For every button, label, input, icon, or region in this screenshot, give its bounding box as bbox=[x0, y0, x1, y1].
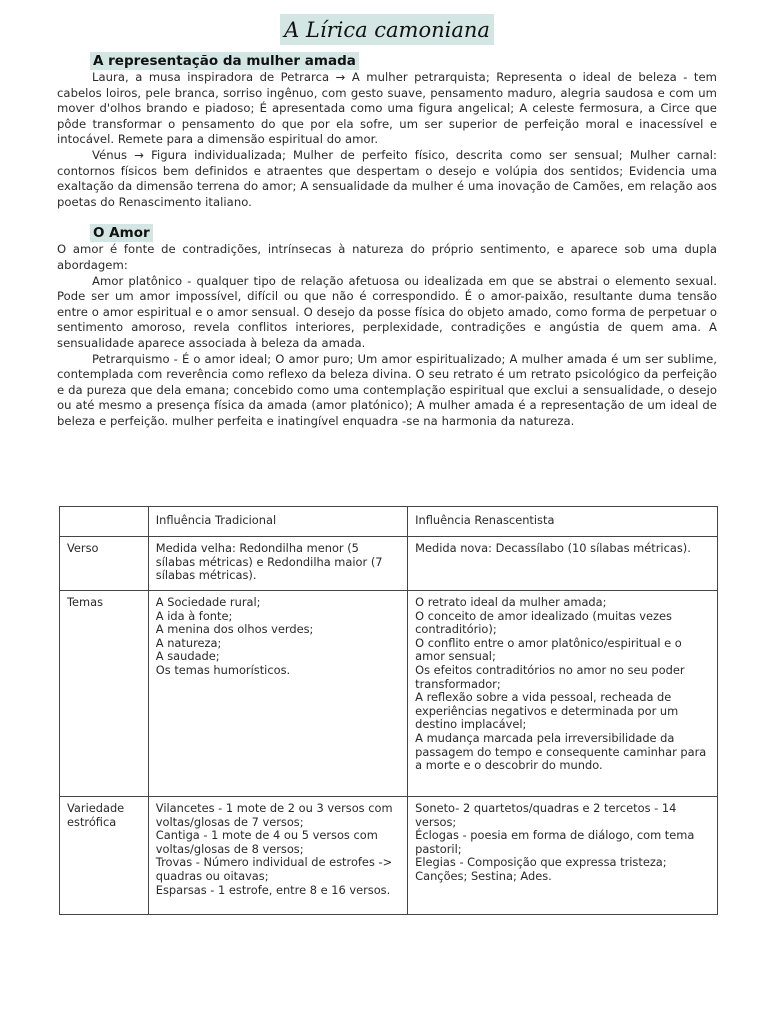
section-heading-amor: O Amor bbox=[90, 224, 153, 242]
title-wrap bbox=[57, 14, 717, 50]
paragraph-laura: Laura, a musa inspiradora de Petrarca → A mulher petrarquista; Representa o ideal de beleza - tem cabelos loiros, pele branca, sorriso ingênuo, com gesto suave, pensamento maduro, alegria saudosa e com um mover d'olhos brando e piadoso; É apresentada como uma figura angelical; A celeste fermosura, a Circe que pôde transformar o pensamento do que por ela sofre, um ser superior de perfeição moral e inacessível e intocável. Remete para a dimensão espiritual do amor. bbox=[57, 70, 717, 147]
row-label-verso: Verso bbox=[60, 537, 149, 591]
table-header-row bbox=[60, 507, 718, 537]
document-page bbox=[57, 14, 717, 429]
paragraph-amor-intro: O amor é fonte de contradições, intrínsecas à natureza do próprio sentimento, e aparece sob uma dupla abordagem: bbox=[57, 242, 717, 272]
row-label-variedade-estrofica: Variedade estrófica bbox=[60, 797, 149, 915]
table-header-tradicional: Influência Tradicional bbox=[148, 507, 407, 537]
comparison-table bbox=[59, 506, 718, 915]
cell-variedade-renascentista: Soneto- 2 quartetos/quadras e 2 tercetos - 14 versos; Éclogas - poesia em forma de diálogo, com tema pastoril; Elegias - Composição que expressa tristeza; Canções; Sestina; Ades. bbox=[408, 797, 718, 915]
cell-verso-tradicional: Medida velha: Redondilha menor (5 sílabas métricas) e Redondilha maior (7 sílabas métricas). bbox=[148, 537, 407, 591]
page-title: A Lírica camoniana bbox=[280, 14, 494, 45]
paragraph-petrarquismo: Petrarquismo - É o amor ideal; O amor puro; Um amor espiritualizado; A mulher amada é um ser sublime, contemplada com reverência como reflexo da beleza divina. O seu retrato é um retrato psicológico da perfeição e da pureza que dela emana; concebido como uma contemplação espiritual que exclui a sensualidade, o desejo ou até mesmo a presença física da amada (amor platónico); A mulher amada é a representação de um ideal de beleza e perfeição. mulher perfeita e inatingível enquadra -se na harmonia da natureza. bbox=[57, 351, 717, 428]
cell-variedade-tradicional: Vilancetes - 1 mote de 2 ou 3 versos com voltas/glosas de 7 versos; Cantiga - 1 mote de 4 ou 5 versos com voltas/glosas de 8 versos; Trovas - Número individual de estrofes -> quadras ou oitavas; Esparsas - 1 estrofe, entre 8 e 16 versos. bbox=[148, 797, 407, 915]
cell-verso-renascentista: Medida nova: Decassílabo (10 sílabas métricas). bbox=[408, 537, 718, 591]
table-header-cell-empty bbox=[60, 507, 149, 537]
cell-temas-renascentista: O retrato ideal da mulher amada; O conceito de amor idealizado (muitas vezes contraditório); O conflito entre o amor platônico/espiritual e o amor sensual; Os efeitos contraditórios no amor no seu poder transformador; A reflexão sobre a vida pessoal, recheada de experiências negativos e determinada por um destino implacável; A mudança marcada pela irreversibilidade da passagem do tempo e consequente caminhar para a morte e o descobrir do mundo. bbox=[408, 591, 718, 797]
section-heading-mulher-amada: A representação da mulher amada bbox=[90, 52, 359, 70]
table-header-renascentista: Influência Renascentista bbox=[408, 507, 718, 537]
row-label-temas: Temas bbox=[60, 591, 149, 797]
table-row bbox=[60, 537, 718, 591]
paragraph-amor-platonico: Amor platônico - qualquer tipo de relação afetuosa ou idealizada em que se abstrai o elemento sexual. Pode ser um amor impossível, difícil ou que não é correspondido. É o amor-paixão, resultante duma tensão entre o amor espiritual e o amor sensual. O desejo da posse física do objeto amado, como forma de perpetuar o sentimento amoroso, revela conflitos interiores, perplexidade, contradições e angústia de quem ama. A sensualidade aparece associada à beleza da amada. bbox=[57, 273, 717, 350]
table-row bbox=[60, 591, 718, 797]
cell-temas-tradicional: A Sociedade rural; A ida à fonte; A menina dos olhos verdes; A natureza; A saudade; Os temas humorísticos. bbox=[148, 591, 407, 797]
table-row bbox=[60, 797, 718, 915]
paragraph-venus: Vénus → Figura individualizada; Mulher de perfeito físico, descrita como ser sensual; Mulher carnal: contornos físicos bem definidos e atraentes que despertam o desejo e volúpia dos sentidos; Evidencia uma exaltação da dimensão terrena do amor; A sensualidade da mulher é uma inovação de Camões, em relação aos poetas do Renascimento italiano. bbox=[57, 147, 717, 209]
